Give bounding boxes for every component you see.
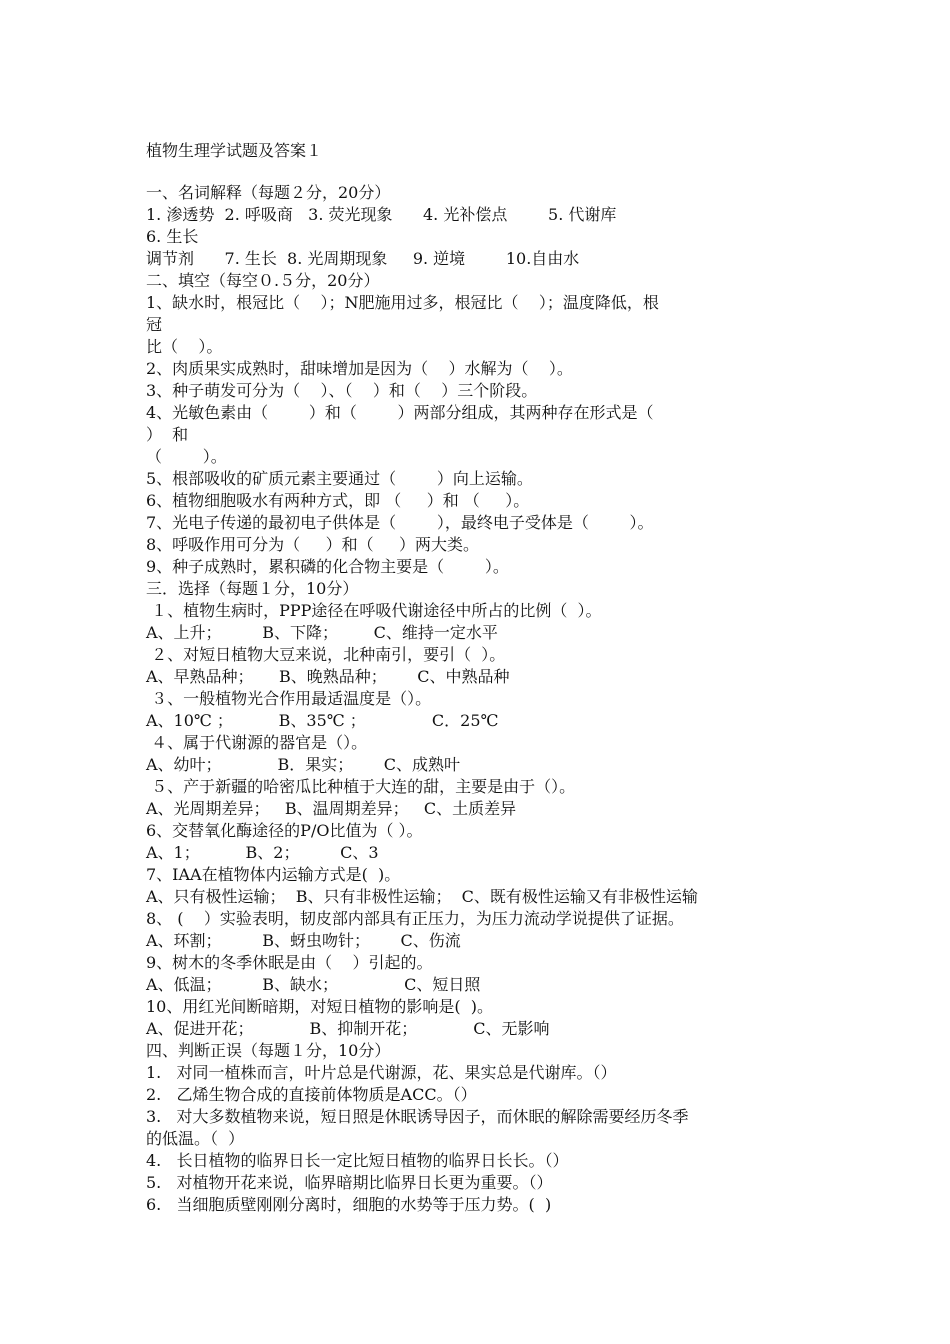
text-line: 调节剂 7. 生长 8. 光周期现象 9. 逆境 10.自由水 (146, 249, 580, 268)
text-line: 7、IAA在植物体内运输方式是( )。 (146, 865, 401, 884)
text-line: ４、属于代谢源的器官是（）。 (146, 733, 368, 752)
text-line: 8、呼吸作用可分为（ ）和（ ）两大类。 (146, 535, 480, 554)
text-line: 4. 长日植物的临界日长一定比短日植物的临界日长长。（） (146, 1151, 569, 1170)
text-line: A、10℃ ； B、35℃ ； C．25℃ (146, 711, 499, 730)
text-line: 1. 渗透势 2. 呼吸商 3. 荧光现象 4. 光补偿点 5. 代谢库 (146, 205, 617, 224)
text-line: 5. 对植物开花来说，临界暗期比临界日长更为重要。（） (146, 1173, 553, 1192)
text-line: A、1； B、2； C、3 (146, 843, 379, 862)
text-line: A、早熟品种； B、晚熟品种； C、中熟品种 (146, 667, 510, 686)
text-line: 10、用红光间断暗期，对短日植物的影响是( )。 (146, 997, 494, 1016)
text-line: A、促进开花； B、抑制开花； C、无影响 (146, 1019, 550, 1038)
text-line: 7、光电子传递的最初电子供体是（ ），最终电子受体是（ ）。 (146, 513, 654, 532)
section-heading-fill-blank: 二、填空（每空０.５分，20分） (146, 271, 380, 290)
text-line: 9、种子成熟时，累积磷的化合物主要是（ ）。 (146, 557, 509, 576)
text-line: 6、交替氧化酶途径的P/O比值为（ ）。 (146, 821, 423, 840)
text-line: A、上升； B、下降； C、维持一定水平 (146, 623, 498, 642)
text-line: A、光周期差异； B、温周期差异； C、土质差异 (146, 799, 517, 818)
text-line: 的低温。（ ） (146, 1129, 245, 1148)
text-line: 9、树木的冬季休眠是由（ ）引起的。 (146, 953, 433, 972)
section-heading-true-false: 四、判断正误（每题１分，10分） (146, 1041, 391, 1060)
section-heading-definitions: 一、名词解释（每题２分，20分） (146, 183, 391, 202)
text-line: ５、产于新疆的哈密瓜比种植于大连的甜，主要是由于（）。 (146, 777, 576, 796)
text-line: 2. 乙烯生物合成的直接前体物质是ACC。（） (146, 1085, 477, 1104)
text-line: 冠 (146, 315, 163, 334)
text-line: 8、 ( ）实验表明，韧皮部内部具有正压力，为压力流动学说提供了证据。 (146, 909, 684, 928)
text-line: A、环割； B、蚜虫吻针； C、伤流 (146, 931, 461, 950)
text-line: 比（ ）。 (146, 337, 223, 356)
text-line: 3. 对大多数植物来说，短日照是休眠诱导因子，而休眠的解除需要经历冬季 (146, 1107, 689, 1126)
text-line: A、低温； B、缺水； C、短日照 (146, 975, 481, 994)
text-line: 5、根部吸收的矿质元素主要通过（ ）向上运输。 (146, 469, 533, 488)
text-line: １、植物生病时，PPP途径在呼吸代谢途径中所占的比例（ ）。 (146, 601, 602, 620)
text-line: 6、植物细胞吸水有两种方式，即 （ ）和 （ ）。 (146, 491, 530, 510)
text-line: 1. 对同一植株而言，叶片总是代谢源，花、果实总是代谢库。（） (146, 1063, 617, 1082)
text-line: ２、对短日植物大豆来说，北种南引，要引（ ）。 (146, 645, 506, 664)
text-line: ３、一般植物光合作用最适温度是（）。 (146, 689, 432, 708)
text-line: 3、种子萌发可分为（ ）、（ ）和（ ）三个阶段。 (146, 381, 538, 400)
text-line: A、只有极性运输； B、只有非极性运输； C、既有极性运输又有非极性运输 (146, 887, 698, 906)
text-line: 6. 生长 (146, 227, 199, 246)
text-line: A、幼叶； B．果实； C、成熟叶 (146, 755, 461, 774)
text-line: 6. 当细胞质壁刚刚分离时，细胞的水势等于压力势。( ) (146, 1195, 552, 1214)
document-title: 植物生理学试题及答案１ (146, 141, 323, 160)
text-line: 1、缺水时，根冠比（ ）；N肥施用过多，根冠比（ ）；温度降低，根 (146, 293, 659, 312)
text-line: 4、光敏色素由（ ）和（ ）两部分组成，其两种存在形式是（ (146, 403, 654, 422)
text-line: （ ）。 (146, 447, 227, 466)
text-line: ） 和 (146, 425, 189, 444)
section-heading-choice: 三．选择（每题１分，10分） (146, 579, 359, 598)
text-line: 2、肉质果实成熟时，甜味增加是因为（ ）水解为（ ）。 (146, 359, 573, 378)
